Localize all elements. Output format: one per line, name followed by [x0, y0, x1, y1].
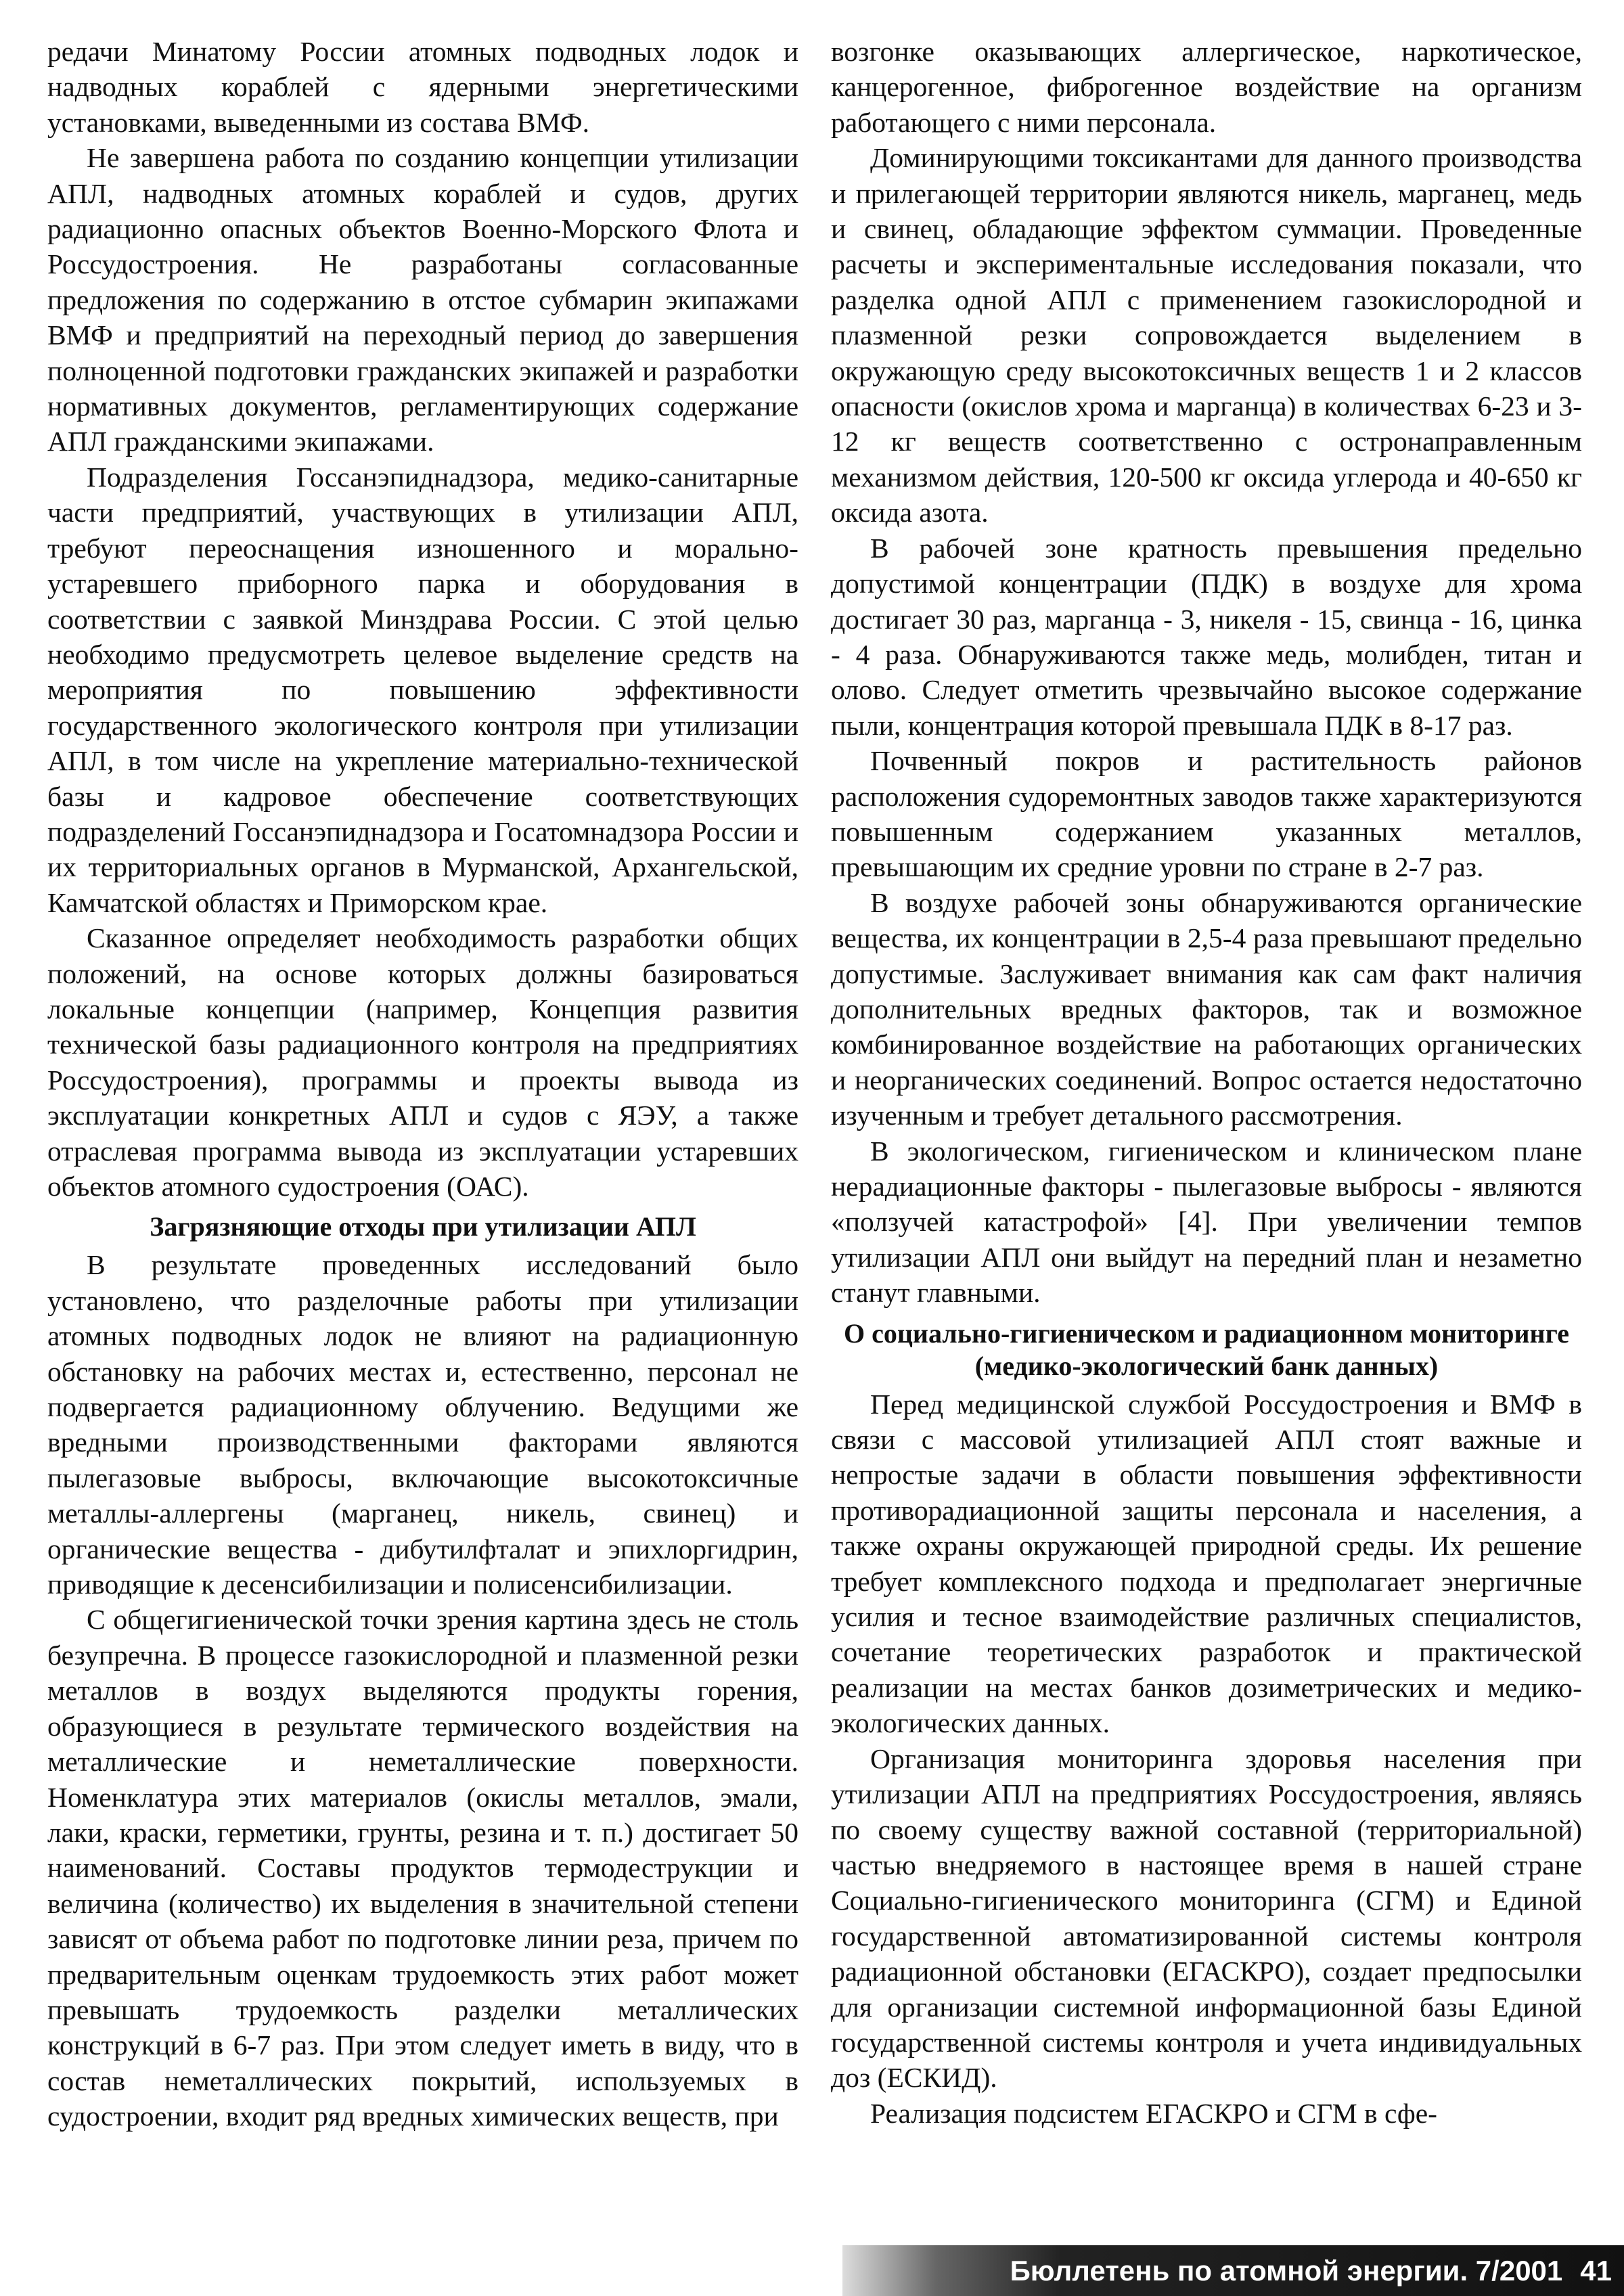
right-column — [831, 34, 1582, 2131]
paragraph: В рабочей зоне кратность превышения предельно допустимой концентрации (ПДК) в воздухе для хрома достигает 30 раз, марганца - 3, никеля - 15, свинца - 16, цинка - 4 раза. Обнаруживаются также медь, молибден, титан и олово. Следует отметить чрезвычайно высокое содержание пыли, концентрация которой превышала ПДК в 8-17 раз. — [831, 532, 1582, 741]
paragraph: Реализация подсистем ЕГАСКРО и СГМ в сфе- — [870, 2097, 1438, 2129]
paragraph: Не завершена работа по созданию концепции утилизации АПЛ, надводных атомных кораблей и судов, других радиационно опасных объектов Военно-Морского Флота и Россудостроения. Не разработаны согласованные предложения по содержанию в отстое субмарин экипажами ВМФ и предприятий на переходный период до завершения полноценной подготовки гражданских экипажей и разработки нормативных документов, регламентирующих содержание АПЛ гражданскими экипажами. — [47, 142, 798, 457]
paragraph: В воздухе рабочей зоны обнаруживаются органические вещества, их концентрации в 2,5-4 раза превышают предельно допустимые. Заслуживает внимания как сам факт наличия дополнительных вредных факторов, так и возможное комбинированное воздействие на работающих органических и неорганических соединений. Вопрос остается недостаточно изученным и требует детального рассмотрения. — [831, 886, 1582, 1131]
section-heading: О социально-гигиеническом и радиационном мониторинге (медико-экологический банк данных) — [843, 1318, 1569, 1381]
left-column — [47, 34, 798, 2134]
paragraph: Доминирующими токсикантами для данного производства и прилегающей территории являются никель, марганец, медь и свинец, обладающие эффектом суммации. Проведенные расчеты и экспериментальные исследования показали, что разделка одной АПЛ с применением газокислородной и плазменной резки сопровождается выделением в окружающую среду высокотоксичных веществ 1 и 2 классов опасности (окислов хрома и марганца) в количествах 6-23 и 3-12 кг веществ соответственно с остронаправленным механизмом действия, 120-500 кг оксида углерода и 40-650 кг оксида азота. — [831, 142, 1582, 528]
paragraph: Перед медицинской службой Россудостроения и ВМФ в связи с массовой утилизацией АПЛ стоят важные и непростые задачи в области повышения эффективности противорадиационной защиты персонала и населения, а также охраны окружающей природной среды. Их решение требует комплексного подхода и предполагает энергичные усилия и тесное взаимодействие различных специалистов, сочетание теоретических разработок и практической реализации на местах банков дозиметрических и медико-экологических данных. — [831, 1388, 1582, 1739]
paragraph: Организация мониторинга здоровья населения при утилизации АПЛ на предприятиях Россудостроения, являясь по своему существу важной составной (территориальной) частью внедряемого в настоящее время в нашей стране Социально-гигиенического мониторинга (СГМ) и Единой государственной автоматизированной системы контроля радиационной обстановки (ЕГАСКРО), создает предпосылки для организации системной информационной базы Единой государственной системы контроля и учета индивидуальных доз (ЕСКИД). — [831, 1742, 1582, 2094]
paragraph: Сказанное определяет необходимость разработки общих положений, на основе которых должны базироваться локальные концепции (например, Концепция развития технической базы радиационного контроля на предприятиях Россудостроения), программы и проекты вывода из эксплуатации конкретных АПЛ и судов с ЯЭУ, а также отраслевая программа вывода из эксплуатации устаревших объектов атомного судостроения (ОАС). — [47, 922, 798, 1202]
paragraph: редачи Минатому России атомных подводных лодок и надводных кораблей с ядерными энергетическими установками, выведенными из состава ВМФ. — [47, 36, 798, 138]
section-heading: Загрязняющие отходы при утилизации АПЛ — [150, 1211, 696, 1242]
paragraph: В результате проведенных исследований было установлено, что разделочные работы при утилизации атомных подводных лодок не влияют на радиационную обстановку на рабочих местах и, естественно, персонал не подвергается радиационному облучению. Ведущими же вредными производственными факторами являются пылегазовые выбросы, включающие высокотоксичные металлы-аллергены (марганец, никель, свинец) и органические вещества - дибутилфталат и эпихлоргидрин, приводящие к десенсибилизации и полисенсибилизации. — [47, 1249, 798, 1600]
paragraph: возгонке оказывающих аллергическое, наркотическое, канцерогенное, фиброгенное воздействие на организм работающего с ними персонала. — [831, 36, 1582, 138]
paragraph: Почвенный покров и растительность районов расположения судоремонтных заводов также характеризуются повышенным содержанием указанных металлов, превышающим их средние уровни по стране в 2-7 раз. — [831, 745, 1582, 883]
journal-title: Бюллетень по атомной энергии. 7/2001 — [1010, 2254, 1563, 2287]
paragraph: Подразделения Госсанэпиднадзора, медико-санитарные части предприятий, участвующих в утилизации АПЛ, требуют переоснащения изношенного и морально-устаревшего приборного парка и оборудования в соответствии с заявкой Минздрава России. С этой целью необходимо предусмотреть целевое выделение средств на мероприятия по повышению эффективности государственного экологического контроля при утилизации АПЛ, в том числе на укрепление материально-технической базы и кадровое обеспечение соответствующих подразделений Госсанэпиднадзора и Госатомнадзора России и их территориальных органов в Мурманской, Архангельской, Камчатской областях и Приморском крае. — [47, 461, 798, 918]
paragraph: С общегигиенической точки зрения картина здесь не столь безупречна. В процессе газокислородной и плазменной резки металлов в воздух выделяются продукты горения, образующиеся в результате термического воздействия на металлические и неметаллические поверхности. Номенклатура этих материалов (окислы металлов, эмали, лаки, краски, герметики, грунты, резина и т. п.) достигает 50 наименований. Составы продуктов термодеструкции и величина (количество) их выделения в значительной степени зависят от объема работ по подготовке линии реза, причем по предварительным оценкам трудоемкость этих работ может превышать трудоемкость разделки металлических конструкций в 6-7 раз. При этом следует иметь в виду, что в состав неметаллических покрытий, используемых в судостроении, входит ряд вредных химических веществ, при — [47, 1604, 798, 2132]
page-number: 41 — [1580, 2254, 1612, 2287]
paragraph: В экологическом, гигиеническом и клиническом плане нерадиационные факторы - пылегазовые выбросы - являются «ползучей катастрофой» [4]. При увеличении темпов утилизации АПЛ они выйдут на передний план и незаметно станут главными. — [831, 1135, 1582, 1309]
page-footer — [842, 2245, 1624, 2296]
